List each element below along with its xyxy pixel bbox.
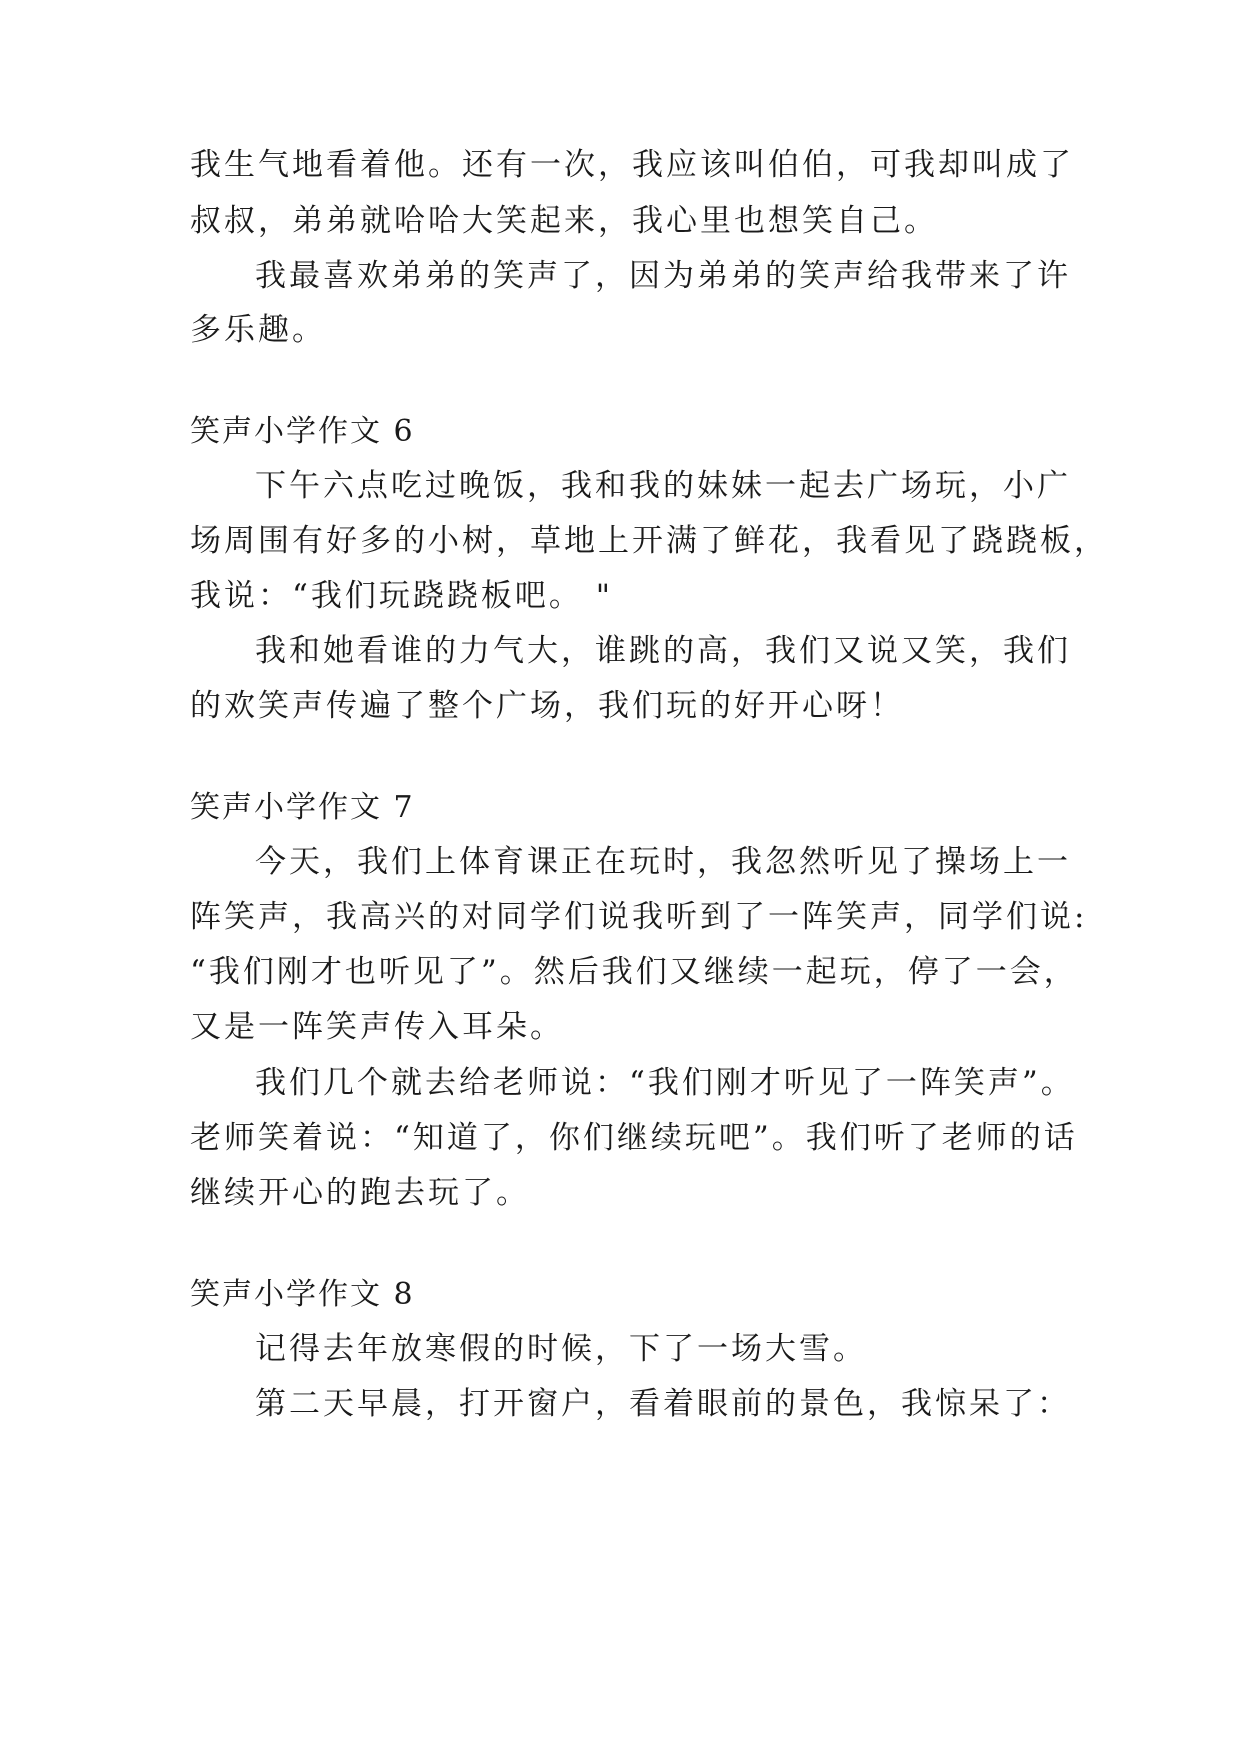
text-line: 老师笑着说：“知道了，你们继续玩吧”。我们听了老师的话	[190, 1120, 1078, 1156]
text-line: 叔叔，弟弟就哈哈大笑起来，我心里也想笑自己。	[190, 203, 938, 239]
text-line: 继续开心的跑去玩了。	[190, 1175, 530, 1211]
essay-title: 笑声小学作文 8	[190, 1277, 415, 1312]
text-line: 我们几个就去给老师说：“我们刚才听见了一阵笑声”。	[255, 1065, 1075, 1101]
text-line: 记得去年放寒假的时候，下了一场大雪。	[255, 1331, 867, 1367]
text-line: 多乐趣。	[190, 312, 326, 348]
text-line: 的欢笑声传遍了整个广场，我们玩的好开心呀！	[190, 688, 904, 724]
text-line: 第二天早晨，打开窗户，看着眼前的景色，我惊呆了：	[255, 1386, 1071, 1422]
text-line: 我说：“我们玩跷跷板吧。 "	[190, 578, 613, 614]
text-line: 下午六点吃过晚饭，我和我的妹妹一起去广场玩，小广	[255, 468, 1071, 504]
text-line: 今天，我们上体育课正在玩时，我忽然听见了操场上一	[255, 844, 1071, 880]
text-line: 又是一阵笑声传入耳朵。	[190, 1009, 564, 1045]
text-line: 阵笑声，我高兴的对同学们说我听到了一阵笑声，同学们说:	[190, 899, 1088, 935]
text-line: 我和她看谁的力气大，谁跳的高，我们又说又笑，我们	[255, 633, 1071, 669]
text-line: “我们刚才也听见了”。然后我们又继续一起玩，停了一会，	[190, 954, 1078, 990]
text-line: 我生气地看着他。还有一次，我应该叫伯伯，可我却叫成了	[190, 147, 1074, 183]
essay-title: 笑声小学作文 7	[190, 790, 415, 825]
essay-title: 笑声小学作文 6	[190, 414, 415, 449]
text-line: 场周围有好多的小树，草地上开满了鲜花，我看见了跷跷板，	[190, 523, 1108, 559]
text-line: 我最喜欢弟弟的笑声了，因为弟弟的笑声给我带来了许	[255, 258, 1071, 294]
